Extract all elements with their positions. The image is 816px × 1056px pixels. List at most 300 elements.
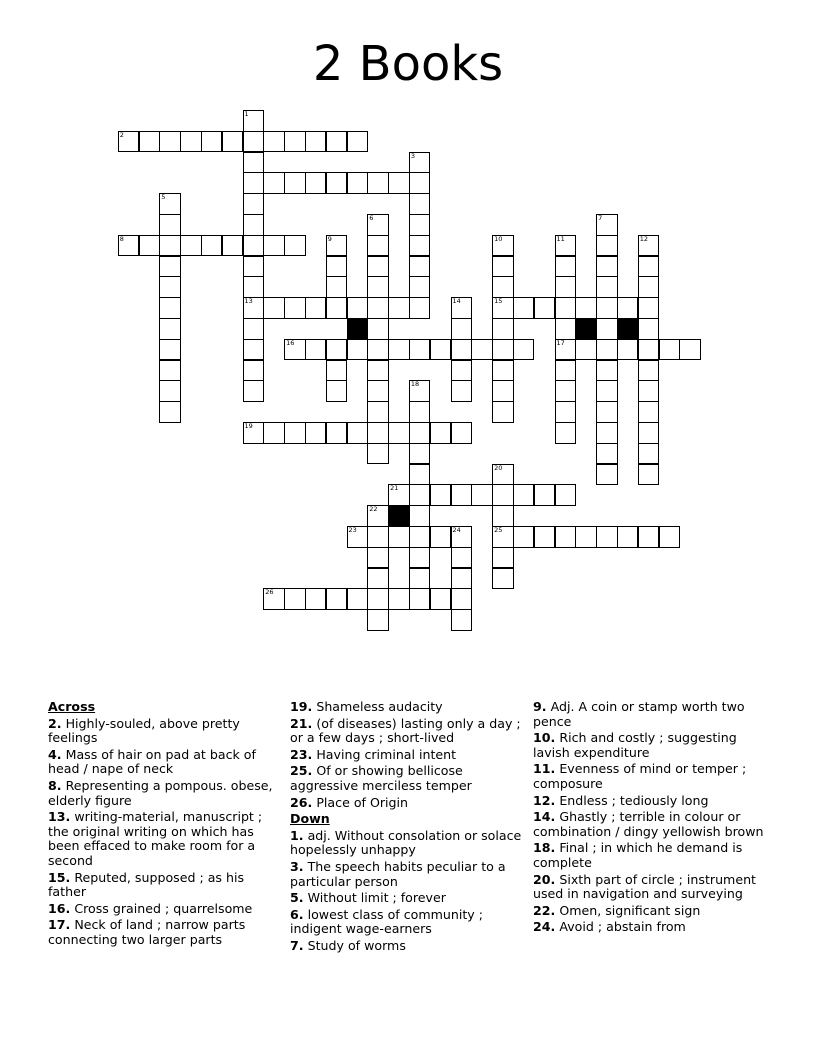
- grid-cell[interactable]: [347, 131, 369, 153]
- clue-number: 9: [327, 234, 332, 243]
- grid-cell[interactable]: [638, 339, 660, 361]
- grid-cell[interactable]: [367, 505, 389, 527]
- grid-cell[interactable]: [388, 297, 410, 319]
- across-clue-list-continued: [290, 700, 522, 810]
- grid-cell[interactable]: [451, 568, 473, 590]
- clue-item: [533, 810, 773, 839]
- clue-number: 10: [494, 234, 503, 243]
- grid-cell[interactable]: [409, 547, 431, 569]
- grid-cell[interactable]: [409, 464, 431, 486]
- grid-cell[interactable]: [409, 297, 431, 319]
- grid-cell[interactable]: [534, 526, 556, 548]
- grid-cell[interactable]: [243, 110, 265, 132]
- grid-cell[interactable]: [284, 235, 306, 257]
- grid-cell[interactable]: [451, 339, 473, 361]
- grid-cell[interactable]: [555, 276, 577, 298]
- grid-cell[interactable]: [471, 484, 493, 506]
- grid-cell[interactable]: [555, 318, 577, 340]
- grid-cell[interactable]: [159, 193, 181, 215]
- grid-cell[interactable]: [263, 422, 285, 444]
- clue-item: [290, 748, 522, 763]
- grid-cell[interactable]: [451, 526, 473, 548]
- grid-cell[interactable]: [305, 297, 327, 319]
- clue-text: Having criminal intent: [316, 746, 457, 762]
- clue-number-label: 11.: [533, 761, 556, 777]
- clue-number-label: 3.: [290, 858, 304, 874]
- block-cell: [617, 318, 639, 340]
- grid-cell[interactable]: [367, 568, 389, 590]
- grid-cell[interactable]: [638, 401, 660, 423]
- grid-cell[interactable]: [451, 318, 473, 340]
- clue-text: Endless ; tediously long: [559, 792, 709, 808]
- grid-cell[interactable]: [243, 422, 265, 444]
- grid-cell[interactable]: [451, 360, 473, 382]
- grid-cell[interactable]: [388, 339, 410, 361]
- grid-cell[interactable]: [638, 256, 660, 278]
- grid-cell[interactable]: [617, 297, 639, 319]
- clue-number-label: 20.: [533, 871, 556, 887]
- grid-cell[interactable]: [305, 339, 327, 361]
- clue-text: Representing a pompous. obese, elderly figure: [48, 777, 273, 808]
- grid-cell[interactable]: [284, 339, 306, 361]
- grid-cell[interactable]: [263, 131, 285, 153]
- clue-item: [48, 779, 276, 808]
- grid-cell[interactable]: [659, 526, 681, 548]
- grid-cell[interactable]: [139, 235, 161, 257]
- clue-text: Final ; in which he demand is complete: [533, 840, 743, 870]
- grid-cell[interactable]: [430, 339, 452, 361]
- grid-cell[interactable]: [596, 464, 618, 486]
- grid-cell[interactable]: [388, 526, 410, 548]
- clue-number: 7: [598, 214, 603, 222]
- grid-cell[interactable]: [409, 172, 431, 194]
- grid-cell[interactable]: [284, 422, 306, 444]
- grid-cell[interactable]: [305, 588, 327, 610]
- grid-cell[interactable]: [534, 297, 556, 319]
- clue-number-label: 6.: [290, 906, 304, 922]
- grid-cell[interactable]: [513, 526, 535, 548]
- grid-cell[interactable]: [326, 235, 348, 257]
- clue-number: 21: [390, 484, 399, 493]
- grid-cell[interactable]: [159, 256, 181, 278]
- grid-cell[interactable]: [243, 214, 265, 236]
- grid-cell[interactable]: [159, 360, 181, 382]
- grid-cell[interactable]: [679, 339, 701, 361]
- grid-cell[interactable]: [263, 297, 285, 319]
- grid-cell[interactable]: [367, 422, 389, 444]
- clue-number: 8: [119, 234, 124, 243]
- grid-cell[interactable]: [326, 131, 348, 153]
- grid-cell[interactable]: [326, 339, 348, 361]
- grid-cell[interactable]: [451, 297, 473, 319]
- clue-number: 11: [556, 234, 565, 243]
- grid-cell[interactable]: [388, 172, 410, 194]
- grid-cell[interactable]: [451, 422, 473, 444]
- grid-cell[interactable]: [367, 339, 389, 361]
- grid-cell[interactable]: [347, 588, 369, 610]
- clue-number-label: 21.: [290, 715, 313, 731]
- clue-number: 20: [494, 463, 503, 472]
- grid-cell[interactable]: [596, 318, 618, 340]
- clue-item: [290, 939, 522, 954]
- grid-cell[interactable]: [159, 401, 181, 423]
- clue-text: Cross grained ; quarrelsome: [74, 900, 253, 916]
- grid-cell[interactable]: [263, 235, 285, 257]
- grid-cell[interactable]: [451, 609, 473, 631]
- clue-number-label: 19.: [290, 699, 313, 714]
- grid-cell[interactable]: [409, 276, 431, 298]
- grid-cell[interactable]: [367, 235, 389, 257]
- grid-cell[interactable]: [243, 235, 265, 257]
- grid-cell[interactable]: [367, 609, 389, 631]
- clue-number-label: 13.: [48, 809, 71, 825]
- grid-cell[interactable]: [180, 235, 202, 257]
- grid-cell[interactable]: [159, 235, 181, 257]
- grid-cell[interactable]: [492, 276, 514, 298]
- grid-cell[interactable]: [534, 484, 556, 506]
- grid-cell[interactable]: [243, 339, 265, 361]
- clue-text: Highly-souled, above pretty feelings: [48, 715, 240, 746]
- grid-cell[interactable]: [638, 443, 660, 465]
- grid-cell[interactable]: [492, 297, 514, 319]
- clue-item: [533, 794, 773, 809]
- grid-cell[interactable]: [638, 297, 660, 319]
- grid-cell[interactable]: [451, 588, 473, 610]
- grid-cell[interactable]: [159, 131, 181, 153]
- clue-text: lowest class of community ; indigent wage-earners: [290, 906, 484, 937]
- clue-number-label: 9.: [533, 699, 547, 714]
- clue-text: Place of Origin: [316, 794, 409, 810]
- grid-cell[interactable]: [367, 172, 389, 194]
- grid-cell[interactable]: [409, 588, 431, 610]
- clues-column-1: [48, 700, 276, 950]
- block-cell: [575, 318, 597, 340]
- grid-cell[interactable]: [575, 339, 597, 361]
- clue-number-label: 1.: [290, 827, 304, 843]
- grid-cell[interactable]: [180, 131, 202, 153]
- grid-cell[interactable]: [326, 276, 348, 298]
- grid-cell[interactable]: [367, 360, 389, 382]
- clue-item: [290, 860, 522, 889]
- grid-cell[interactable]: [243, 131, 265, 153]
- grid-cell[interactable]: [222, 235, 244, 257]
- grid-cell[interactable]: [596, 422, 618, 444]
- block-cell: [388, 505, 410, 527]
- grid-cell[interactable]: [409, 443, 431, 465]
- grid-cell[interactable]: [284, 588, 306, 610]
- grid-cell[interactable]: [409, 193, 431, 215]
- clue-item: [533, 841, 773, 870]
- clue-number-label: 2.: [48, 715, 62, 731]
- grid-cell[interactable]: [388, 588, 410, 610]
- grid-cell[interactable]: [555, 380, 577, 402]
- grid-cell[interactable]: [430, 484, 452, 506]
- grid-cell[interactable]: [513, 484, 535, 506]
- clue-text: adj. Without consolation or solace hopelessly unhappy: [290, 827, 522, 858]
- down-clue-list-continued: [533, 700, 773, 935]
- grid-cell[interactable]: [367, 318, 389, 340]
- grid-cell[interactable]: [243, 256, 265, 278]
- clue-number: 15: [494, 297, 503, 306]
- grid-cell[interactable]: [118, 131, 140, 153]
- grid-cell[interactable]: [617, 526, 639, 548]
- grid-cell[interactable]: [367, 547, 389, 569]
- grid-cell[interactable]: [575, 297, 597, 319]
- grid-cell[interactable]: [596, 526, 618, 548]
- grid-cell[interactable]: [409, 380, 431, 402]
- clue-number-label: 8.: [48, 777, 62, 793]
- clue-number-label: 14.: [533, 809, 556, 825]
- grid-cell[interactable]: [243, 172, 265, 194]
- grid-cell[interactable]: [555, 339, 577, 361]
- clue-item: [290, 796, 522, 811]
- clue-item: [48, 717, 276, 746]
- grid-cell[interactable]: [347, 297, 369, 319]
- clue-number: 17: [556, 338, 565, 347]
- grid-cell[interactable]: [243, 380, 265, 402]
- grid-cell[interactable]: [263, 588, 285, 610]
- clue-number-label: 17.: [48, 917, 71, 933]
- grid-cell[interactable]: [555, 256, 577, 278]
- clue-text: Neck of land ; narrow parts connecting two larger parts: [48, 917, 246, 947]
- grid-cell[interactable]: [409, 401, 431, 423]
- clue-number-label: 5.: [290, 890, 304, 906]
- clue-item: [533, 920, 773, 935]
- grid-cell[interactable]: [638, 360, 660, 382]
- grid-cell[interactable]: [347, 172, 369, 194]
- clue-text: Shameless audacity: [316, 699, 443, 714]
- clue-number: 19: [244, 422, 253, 430]
- grid-cell[interactable]: [596, 380, 618, 402]
- clue-number: 18: [410, 380, 420, 389]
- grid-cell[interactable]: [430, 422, 452, 444]
- clue-text: Study of worms: [307, 937, 406, 953]
- grid-cell[interactable]: [347, 422, 369, 444]
- grid-cell[interactable]: [492, 360, 514, 382]
- grid-cell[interactable]: [326, 588, 348, 610]
- grid-cell[interactable]: [367, 380, 389, 402]
- clue-text: writing-material, manuscript ; the original writing on which has been effaced to make room for a second: [48, 809, 263, 868]
- clue-text: Ghastly ; terrible in colour or combination / dingy yellowish brown: [533, 809, 764, 839]
- grid-cell[interactable]: [222, 131, 244, 153]
- grid-cell[interactable]: [326, 256, 348, 278]
- grid-cell[interactable]: [243, 193, 265, 215]
- grid-cell[interactable]: [367, 588, 389, 610]
- clue-number-label: 15.: [48, 869, 71, 885]
- clues-column-3: [533, 700, 773, 937]
- clues-column-2: [290, 700, 522, 956]
- grid-cell[interactable]: [596, 360, 618, 382]
- clue-number-label: 4.: [48, 746, 62, 762]
- grid-cell[interactable]: [596, 256, 618, 278]
- clue-item: [533, 731, 773, 760]
- grid-cell[interactable]: [596, 401, 618, 423]
- grid-cell[interactable]: [659, 339, 681, 361]
- grid-cell[interactable]: [492, 526, 514, 548]
- grid-cell[interactable]: [492, 505, 514, 527]
- grid-cell[interactable]: [159, 276, 181, 298]
- grid-cell[interactable]: [305, 422, 327, 444]
- grid-cell[interactable]: [367, 214, 389, 236]
- grid-cell[interactable]: [388, 422, 410, 444]
- page-title: 2 Books: [312, 36, 504, 92]
- grid-cell[interactable]: [326, 360, 348, 382]
- grid-cell[interactable]: [201, 235, 223, 257]
- grid-cell[interactable]: [409, 484, 431, 506]
- clue-number: 22: [369, 505, 378, 514]
- clue-text: Sixth part of circle ; instrument used in navigation and surveying: [533, 871, 756, 902]
- grid-cell[interactable]: [367, 526, 389, 548]
- grid-cell[interactable]: [201, 131, 223, 153]
- clue-item: [533, 904, 773, 919]
- grid-cell[interactable]: [596, 297, 618, 319]
- grid-cell[interactable]: [471, 339, 493, 361]
- grid-cell[interactable]: [555, 297, 577, 319]
- clue-item: [290, 829, 522, 858]
- grid-cell[interactable]: [409, 152, 431, 174]
- grid-cell[interactable]: [638, 464, 660, 486]
- grid-cell[interactable]: [409, 526, 431, 548]
- grid-cell[interactable]: [513, 297, 535, 319]
- grid-cell[interactable]: [367, 297, 389, 319]
- clue-number: 1: [244, 110, 249, 118]
- clue-text: Reputed, supposed ; as his father: [48, 869, 245, 900]
- grid-cell[interactable]: [326, 422, 348, 444]
- grid-cell[interactable]: [596, 443, 618, 465]
- grid-cell[interactable]: [492, 464, 514, 486]
- grid-cell[interactable]: [638, 380, 660, 402]
- grid-cell[interactable]: [555, 484, 577, 506]
- grid-cell[interactable]: [305, 172, 327, 194]
- grid-cell[interactable]: [159, 339, 181, 361]
- clue-text: (of diseases) lasting only a day ; or a few days ; short-lived: [290, 715, 521, 746]
- grid-cell[interactable]: [638, 526, 660, 548]
- grid-cell[interactable]: [575, 526, 597, 548]
- grid-cell[interactable]: [347, 339, 369, 361]
- grid-cell[interactable]: [367, 256, 389, 278]
- clue-number: 16: [286, 338, 295, 347]
- grid-cell[interactable]: [430, 526, 452, 548]
- grid-cell[interactable]: [492, 484, 514, 506]
- grid-cell[interactable]: [409, 568, 431, 590]
- block-cell: [347, 318, 369, 340]
- grid-cell[interactable]: [451, 380, 473, 402]
- grid-cell[interactable]: [243, 276, 265, 298]
- grid-cell[interactable]: [492, 547, 514, 569]
- clue-item: [290, 717, 522, 746]
- grid-cell[interactable]: [555, 401, 577, 423]
- grid-cell[interactable]: [367, 443, 389, 465]
- grid-cell[interactable]: [367, 401, 389, 423]
- clue-text: The speech habits peculiar to a particular person: [290, 858, 506, 889]
- grid-cell[interactable]: [451, 484, 473, 506]
- grid-cell[interactable]: [326, 297, 348, 319]
- clue-text: Mass of hair on pad at back of head / nape of neck: [48, 746, 256, 777]
- grid-cell[interactable]: [326, 172, 348, 194]
- grid-cell[interactable]: [243, 297, 265, 319]
- grid-cell[interactable]: [118, 235, 140, 257]
- grid-cell[interactable]: [492, 380, 514, 402]
- grid-cell[interactable]: [409, 339, 431, 361]
- grid-cell[interactable]: [492, 256, 514, 278]
- grid-cell[interactable]: [243, 152, 265, 174]
- grid-cell[interactable]: [513, 339, 535, 361]
- grid-cell[interactable]: [409, 505, 431, 527]
- clue-number-label: 7.: [290, 937, 304, 953]
- grid-cell[interactable]: [638, 318, 660, 340]
- clue-number: 2: [119, 130, 124, 139]
- grid-cell[interactable]: [492, 235, 514, 257]
- across-clue-list: [48, 717, 276, 948]
- grid-cell[interactable]: [326, 380, 348, 402]
- grid-cell[interactable]: [555, 526, 577, 548]
- grid-cell[interactable]: [555, 422, 577, 444]
- clue-text: Adj. A coin or stamp worth two pence: [533, 699, 745, 729]
- grid-cell[interactable]: [638, 422, 660, 444]
- grid-cell[interactable]: [492, 318, 514, 340]
- grid-cell[interactable]: [638, 235, 660, 257]
- grid-cell[interactable]: [159, 318, 181, 340]
- clue-item: [533, 700, 773, 729]
- grid-cell[interactable]: [284, 131, 306, 153]
- grid-cell[interactable]: [367, 276, 389, 298]
- grid-cell[interactable]: [284, 172, 306, 194]
- clue-number: 13: [244, 297, 253, 306]
- clue-item: [48, 902, 276, 917]
- across-heading: Across: [48, 699, 96, 714]
- clue-item: [290, 891, 522, 906]
- grid-cell[interactable]: [263, 172, 285, 194]
- grid-cell[interactable]: [243, 318, 265, 340]
- grid-cell[interactable]: [596, 214, 618, 236]
- grid-cell[interactable]: [409, 235, 431, 257]
- grid-cell[interactable]: [159, 380, 181, 402]
- grid-cell[interactable]: [555, 360, 577, 382]
- grid-cell[interactable]: [492, 401, 514, 423]
- grid-cell[interactable]: [243, 360, 265, 382]
- grid-cell[interactable]: [596, 235, 618, 257]
- grid-cell[interactable]: [159, 214, 181, 236]
- grid-cell[interactable]: [409, 422, 431, 444]
- grid-cell[interactable]: [451, 547, 473, 569]
- clue-item: [533, 873, 773, 902]
- clue-number-label: 24.: [533, 919, 556, 935]
- clue-item: [48, 748, 276, 777]
- grid-cell[interactable]: [409, 256, 431, 278]
- grid-cell[interactable]: [617, 339, 639, 361]
- grid-cell[interactable]: [284, 297, 306, 319]
- grid-cell[interactable]: [305, 131, 327, 153]
- down-heading: Down: [290, 811, 330, 827]
- grid-cell[interactable]: [347, 526, 369, 548]
- grid-cell[interactable]: [388, 484, 410, 506]
- grid-cell[interactable]: [596, 339, 618, 361]
- clue-item: [48, 871, 276, 900]
- clue-number-label: 23.: [290, 746, 313, 762]
- clue-number: 3: [410, 151, 416, 160]
- clue-number-label: 10.: [533, 730, 556, 746]
- grid-cell[interactable]: [596, 276, 618, 298]
- grid-cell[interactable]: [139, 131, 161, 153]
- clue-number-label: 18.: [533, 840, 556, 856]
- grid-cell[interactable]: [492, 568, 514, 590]
- grid-cell[interactable]: [409, 214, 431, 236]
- grid-cell[interactable]: [555, 235, 577, 257]
- grid-cell[interactable]: [638, 276, 660, 298]
- grid-cell[interactable]: [430, 588, 452, 610]
- grid-cell[interactable]: [159, 297, 181, 319]
- grid-cell[interactable]: [492, 339, 514, 361]
